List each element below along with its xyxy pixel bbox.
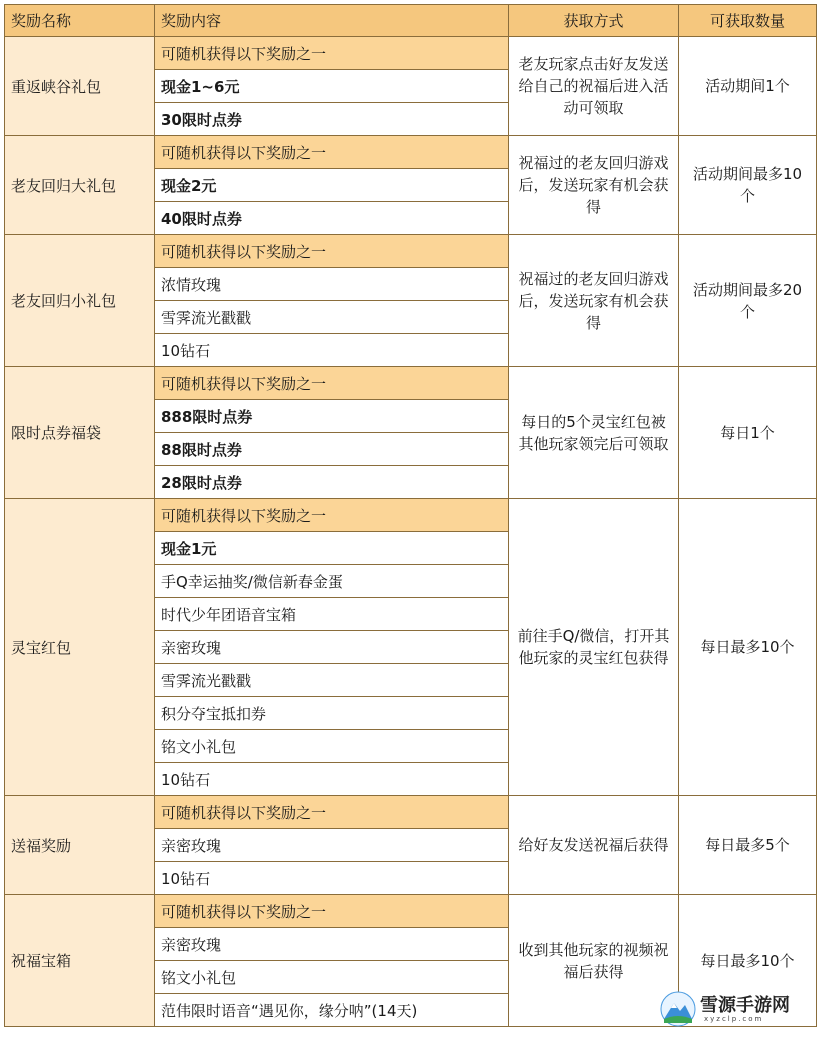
table-row [5, 895, 817, 928]
reward-content-item: 28限时点券 [155, 466, 509, 499]
table-row [5, 235, 817, 268]
reward-content-item: 铭文小礼包 [155, 730, 509, 763]
reward-content-heading: 可随机获得以下奖励之一 [155, 895, 509, 928]
header-qty: 可获取数量 [679, 5, 817, 37]
reward-content-item: 40限时点券 [155, 202, 509, 235]
watermark-title: 雪源手游网 [700, 995, 790, 1016]
reward-content-item: 10钻石 [155, 862, 509, 895]
reward-name-cell: 灵宝红包 [5, 499, 155, 796]
table-row [5, 136, 817, 169]
reward-name-cell: 限时点券福袋 [5, 367, 155, 499]
reward-content-item: 亲密玫瑰 [155, 631, 509, 664]
reward-qty-cell: 每日最多10个 [679, 499, 817, 796]
reward-qty-cell: 每日1个 [679, 367, 817, 499]
reward-qty-cell: 每日最多10个 [679, 895, 817, 1027]
reward-content-item: 现金2元 [155, 169, 509, 202]
header-content: 奖励内容 [155, 5, 509, 37]
header-row [5, 5, 817, 37]
watermark-logo [660, 989, 810, 1029]
reward-content-item: 30限时点券 [155, 103, 509, 136]
header-method: 获取方式 [509, 5, 679, 37]
mountain-logo-icon [660, 991, 696, 1027]
reward-content-item: 雪霁流光戳戳 [155, 664, 509, 697]
reward-content-item: 雪霁流光戳戳 [155, 301, 509, 334]
reward-method-cell: 收到其他玩家的视频祝福后获得 [509, 895, 679, 1027]
reward-content-heading: 可随机获得以下奖励之一 [155, 796, 509, 829]
reward-name-cell: 送福奖励 [5, 796, 155, 895]
reward-name-cell: 重返峡谷礼包 [5, 37, 155, 136]
reward-qty-cell: 活动期间最多20个 [679, 235, 817, 367]
watermark-subtitle: xyzclp.com [704, 1015, 764, 1023]
reward-name-cell: 祝福宝箱 [5, 895, 155, 1027]
reward-content-heading: 可随机获得以下奖励之一 [155, 136, 509, 169]
reward-name-cell: 老友回归大礼包 [5, 136, 155, 235]
reward-qty-cell: 每日最多5个 [679, 796, 817, 895]
reward-method-cell: 老友玩家点击好友发送给自己的祝福后进入活动可领取 [509, 37, 679, 136]
reward-method-cell: 给好友发送祝福后获得 [509, 796, 679, 895]
reward-content-heading: 可随机获得以下奖励之一 [155, 499, 509, 532]
reward-content-item: 手Q幸运抽奖/微信新春金蛋 [155, 565, 509, 598]
reward-content-item: 现金1元 [155, 532, 509, 565]
table-row [5, 796, 817, 829]
reward-content-item: 时代少年团语音宝箱 [155, 598, 509, 631]
reward-content-heading: 可随机获得以下奖励之一 [155, 235, 509, 268]
reward-method-cell: 前往手Q/微信，打开其他玩家的灵宝红包获得 [509, 499, 679, 796]
table-row [5, 37, 817, 70]
reward-method-cell: 祝福过的老友回归游戏后，发送玩家有机会获得 [509, 235, 679, 367]
reward-content-heading: 可随机获得以下奖励之一 [155, 37, 509, 70]
reward-method-cell: 每日的5个灵宝红包被其他玩家领完后可领取 [509, 367, 679, 499]
table-row [5, 499, 817, 532]
reward-content-item: 铭文小礼包 [155, 961, 509, 994]
table-row [5, 367, 817, 400]
reward-qty-cell: 活动期间最多10个 [679, 136, 817, 235]
reward-content-item: 888限时点券 [155, 400, 509, 433]
reward-table [4, 4, 817, 1027]
reward-content-item: 10钻石 [155, 763, 509, 796]
reward-content-item: 亲密玫瑰 [155, 928, 509, 961]
reward-content-item: 浓情玫瑰 [155, 268, 509, 301]
reward-content-item: 10钻石 [155, 334, 509, 367]
reward-name-cell: 老友回归小礼包 [5, 235, 155, 367]
header-name: 奖励名称 [5, 5, 155, 37]
reward-content-item: 亲密玫瑰 [155, 829, 509, 862]
reward-content-item: 积分夺宝抵扣券 [155, 697, 509, 730]
reward-content-item: 范伟限时语音“遇见你，缘分呐”(14天) [155, 994, 509, 1027]
reward-content-item: 88限时点券 [155, 433, 509, 466]
reward-method-cell: 祝福过的老友回归游戏后，发送玩家有机会获得 [509, 136, 679, 235]
reward-qty-cell: 活动期间1个 [679, 37, 817, 136]
reward-content-heading: 可随机获得以下奖励之一 [155, 367, 509, 400]
reward-content-item: 现金1~6元 [155, 70, 509, 103]
reward-table-body [5, 37, 817, 1027]
